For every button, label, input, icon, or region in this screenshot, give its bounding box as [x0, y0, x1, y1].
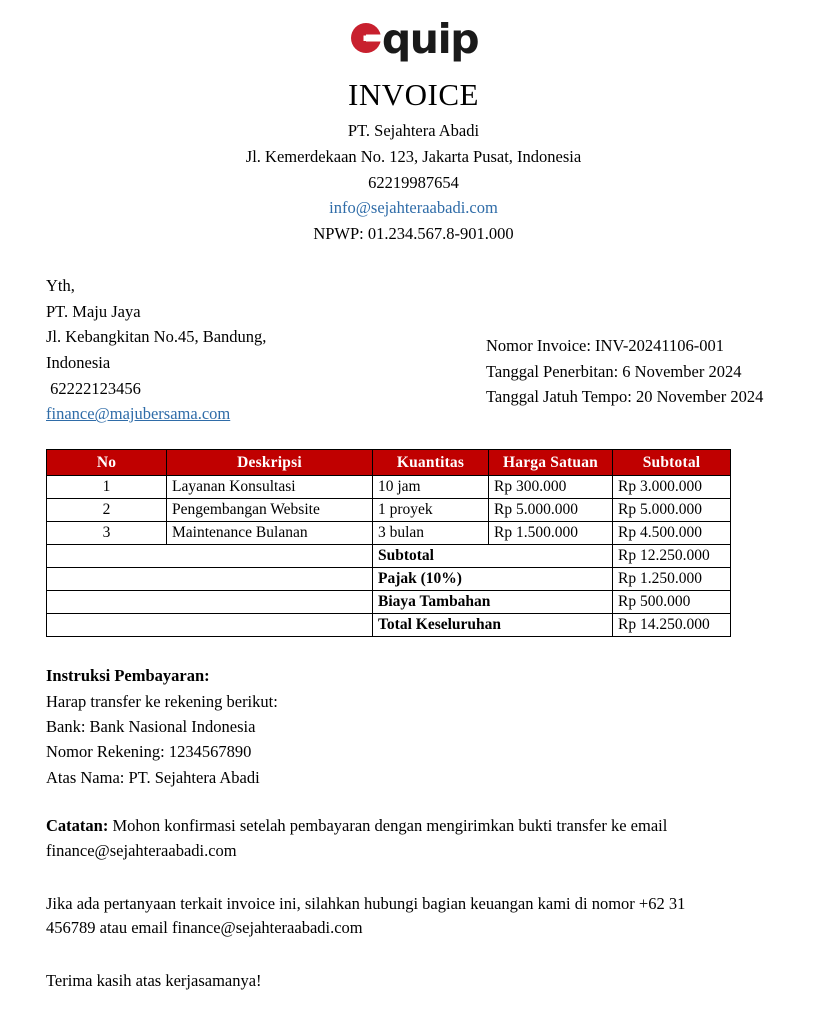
catatan-text: Mohon konfirmasi setelah pembayaran dengan mengirimkan bukti transfer ke email finance@sejahteraabadi.com [46, 816, 668, 860]
company-npwp: NPWP: 01.234.567.8-901.000 [313, 224, 514, 244]
cell-no: 1 [47, 476, 167, 499]
summary-label: Subtotal [373, 545, 613, 568]
col-header-kuantitas: Kuantitas [373, 450, 489, 476]
summary-spacer [47, 591, 373, 614]
invoice-items-table [46, 449, 731, 637]
summary-label: Pajak (10%) [373, 568, 613, 591]
company-phone: 62219987654 [368, 172, 459, 192]
summary-value: Rp 500.000 [613, 591, 731, 614]
bill-to-salutation: Yth, [46, 275, 75, 295]
cell-price: Rp 300.000 [489, 476, 613, 499]
invoice-meta-block [486, 333, 763, 410]
invoice-due-date: Tanggal Jatuh Tempo: 20 November 2024 [486, 387, 764, 407]
summary-spacer [47, 568, 373, 591]
cell-qty: 10 jam [373, 476, 489, 499]
summary-value: Rp 14.250.000 [613, 614, 731, 637]
summary-spacer [47, 545, 373, 568]
parties-section [46, 273, 781, 427]
summary-row [47, 591, 731, 614]
table-row [47, 476, 731, 499]
payment-heading: Instruksi Pembayaran: [46, 666, 210, 686]
col-header-subtotal: Subtotal [613, 450, 731, 476]
summary-value: Rp 12.250.000 [613, 545, 731, 568]
company-address: Jl. Kemerdekaan No. 123, Jakarta Pusat, Indonesia [245, 146, 582, 166]
cell-no: 3 [47, 522, 167, 545]
cell-no: 2 [47, 499, 167, 522]
bill-to-email[interactable]: finance@majubersama.com [46, 404, 231, 424]
payment-account-holder: Atas Nama: PT. Sejahtera Abadi [46, 767, 260, 787]
cell-price: Rp 1.500.000 [489, 522, 613, 545]
invoice-number: Nomor Invoice: INV-20241106-001 [486, 335, 724, 355]
summary-row [47, 568, 731, 591]
table-row [47, 522, 731, 545]
invoice-issue-date: Tanggal Penerbitan: 6 November 2024 [486, 361, 742, 381]
cell-price: Rp 5.000.000 [489, 499, 613, 522]
equip-wordmark: quip [381, 14, 479, 63]
catatan-label: Catatan: [46, 816, 109, 836]
cell-qty: 1 proyek [373, 499, 489, 522]
company-name: PT. Sejahtera Abadi [347, 121, 480, 141]
col-header-deskripsi: Deskripsi [167, 450, 373, 476]
summary-row [47, 614, 731, 637]
brand-logo [46, 0, 781, 68]
bill-to-name: PT. Maju Jaya [46, 301, 141, 321]
thanks-note: Terima kasih atas kerjasamanya! [46, 971, 262, 991]
equip-e-icon [349, 21, 383, 55]
cell-desc: Layanan Konsultasi [167, 476, 373, 499]
table-header-row [47, 450, 731, 476]
company-email[interactable]: info@sejahteraabadi.com [329, 198, 498, 218]
bill-to-address-line2: Indonesia [46, 352, 111, 372]
payment-instructions [46, 663, 781, 790]
payment-account-number: Nomor Rekening: 1234567890 [46, 742, 252, 762]
payment-bank: Bank: Bank Nasional Indonesia [46, 716, 256, 736]
catatan-note [46, 814, 718, 864]
bill-to-block [46, 273, 476, 427]
equip-logo [349, 14, 479, 63]
cell-qty: 3 bulan [373, 522, 489, 545]
cell-subtotal: Rp 5.000.000 [613, 499, 731, 522]
cell-desc: Pengembangan Website [167, 499, 373, 522]
cell-subtotal: Rp 4.500.000 [613, 522, 731, 545]
page-title: INVOICE [348, 77, 479, 112]
contact-note: Jika ada pertanyaan terkait invoice ini, silahkan hubungi bagian keuangan kami di nomor +62 31 456789 atau email finance@sejahteraabadi.com [46, 893, 686, 938]
bill-to-phone: 62222123456 [46, 378, 141, 398]
cell-desc: Maintenance Bulanan [167, 522, 373, 545]
summary-label: Biaya Tambahan [373, 591, 613, 614]
summary-spacer [47, 614, 373, 637]
summary-value: Rp 1.250.000 [613, 568, 731, 591]
table-row [47, 499, 731, 522]
items-table-wrap [46, 449, 781, 637]
summary-label: Total Keseluruhan [373, 614, 613, 637]
col-header-no: No [47, 450, 167, 476]
payment-line-intro: Harap transfer ke rekening berikut: [46, 691, 278, 711]
cell-subtotal: Rp 3.000.000 [613, 476, 731, 499]
col-header-harga-satuan: Harga Satuan [489, 450, 613, 476]
bill-to-address-line1: Jl. Kebangkitan No.45, Bandung, [46, 327, 267, 347]
summary-row [47, 545, 731, 568]
